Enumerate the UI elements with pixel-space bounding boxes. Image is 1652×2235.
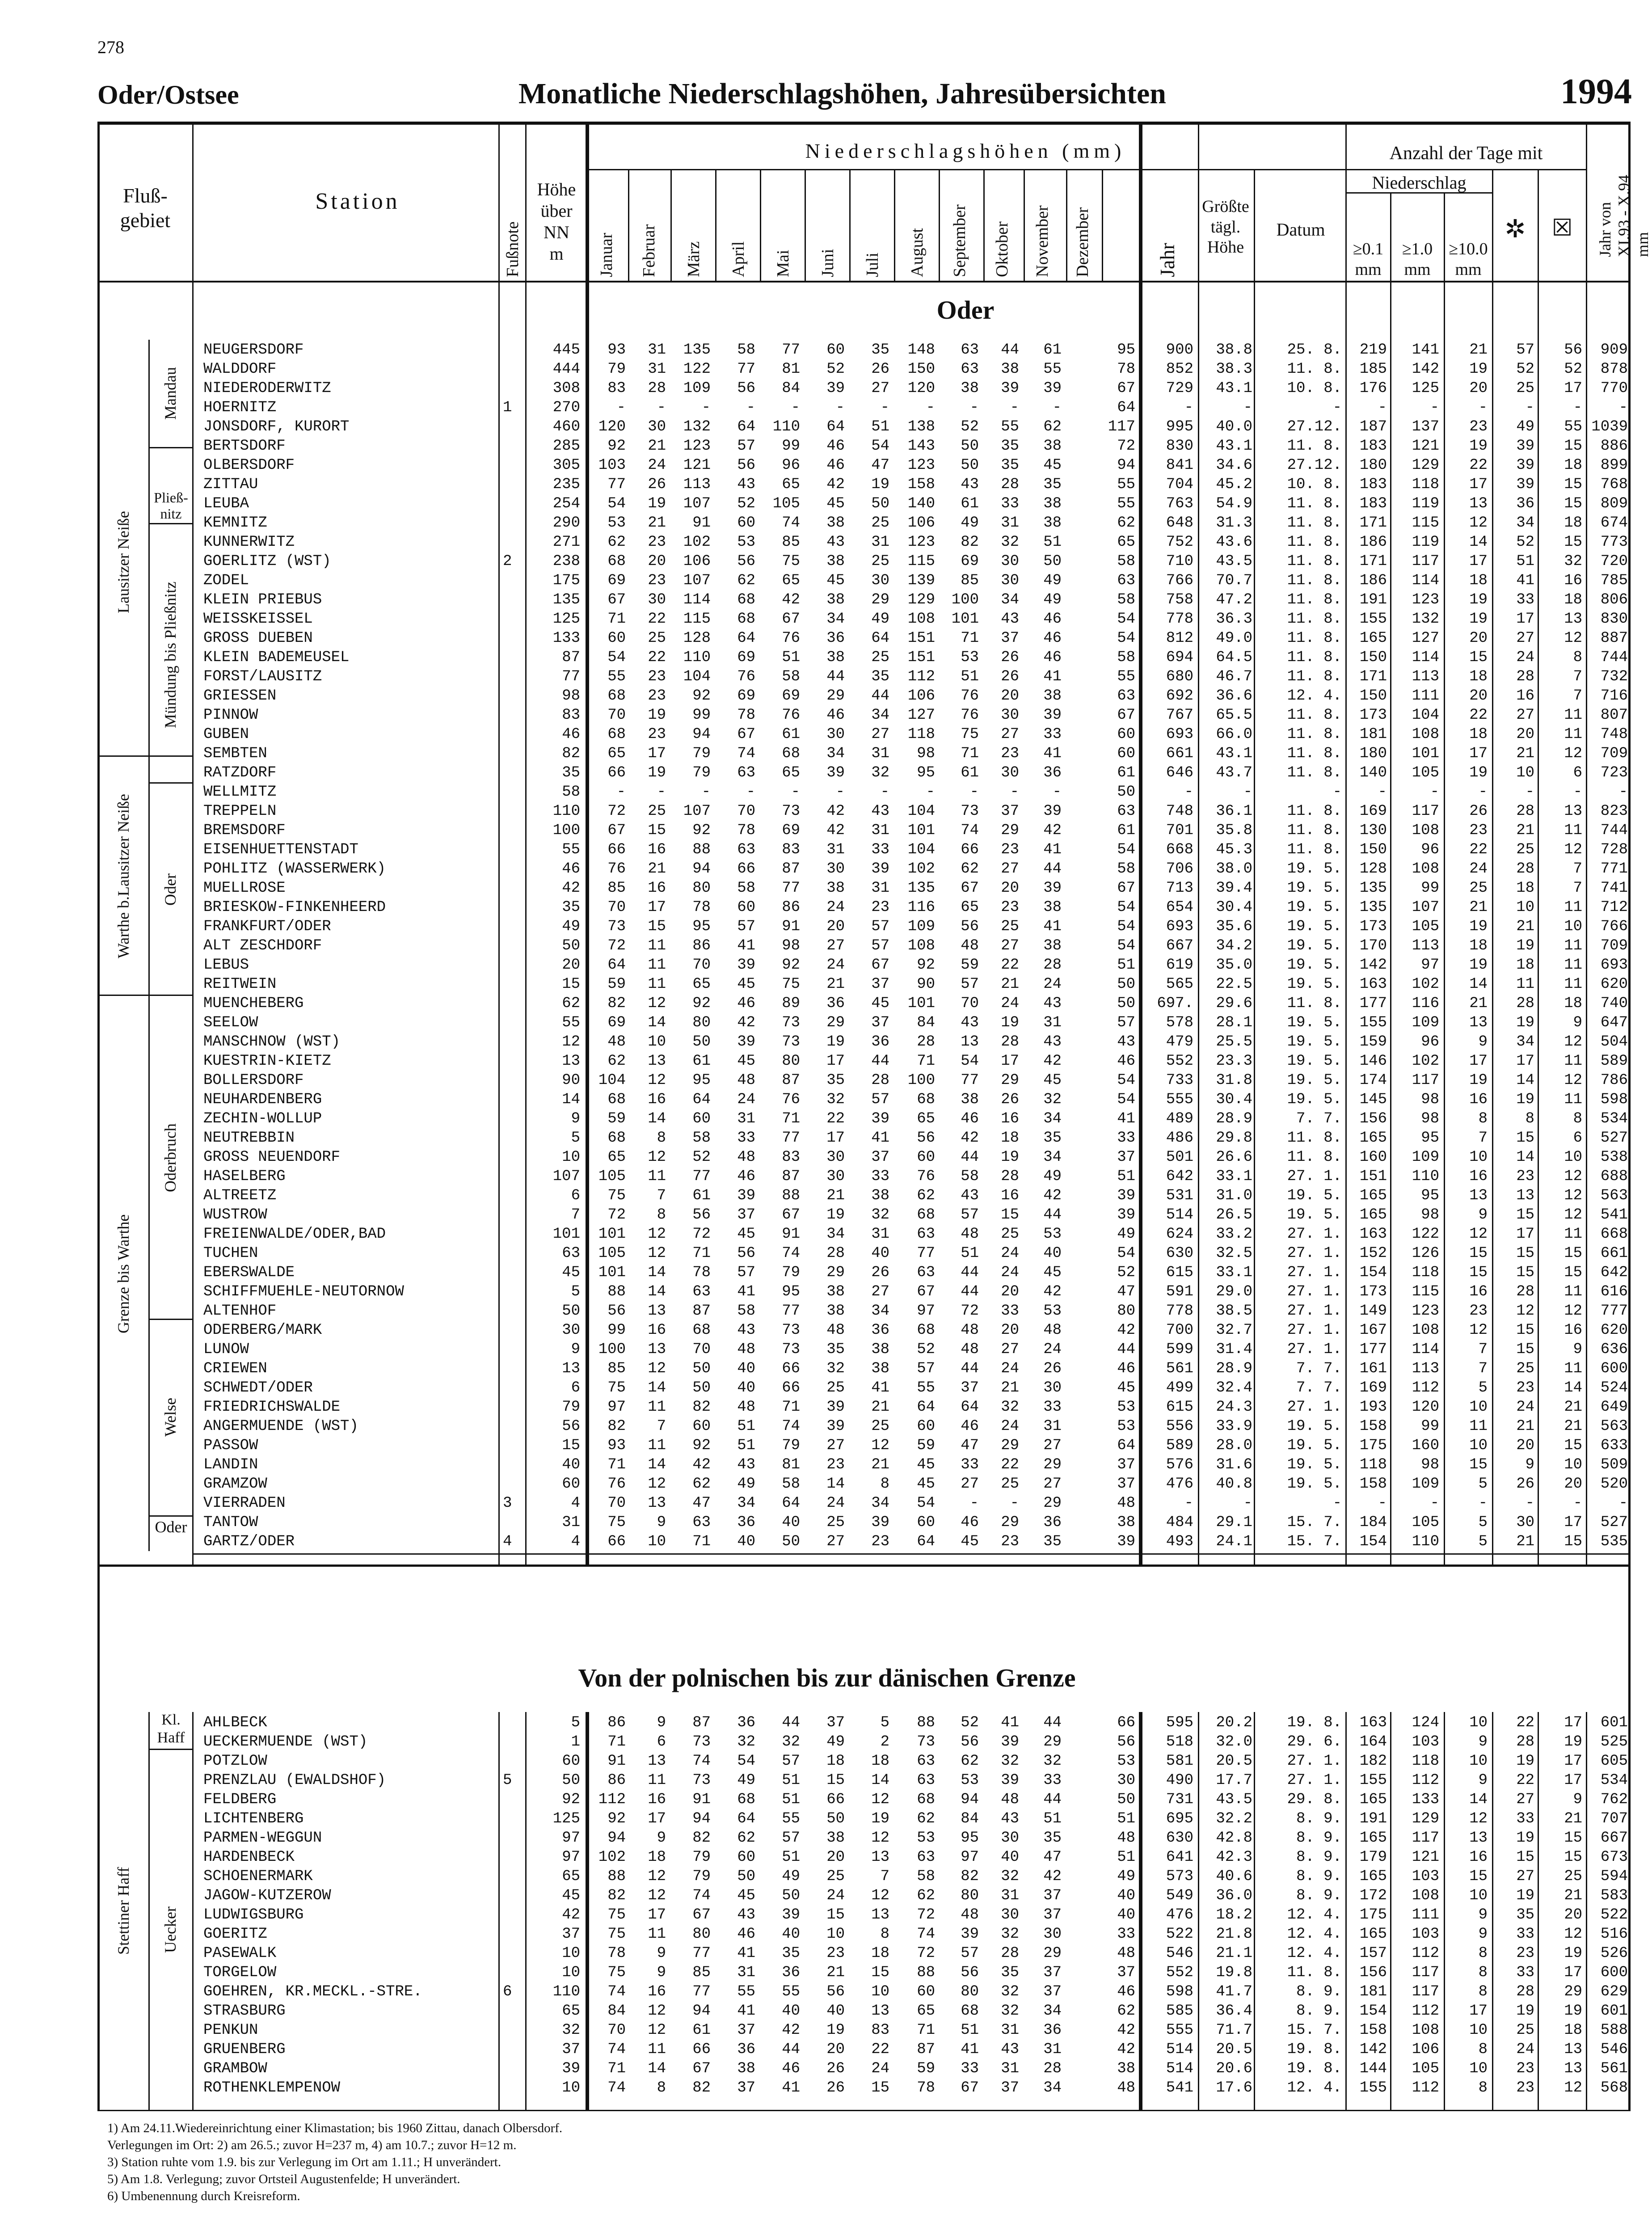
oder-col-jan: 93 79 83 - 120 92 103 77 54 53 62 68 69 67 71 60 54 55 68 70 68 65 66 - 72 67 66 76 85 70 73 72 64 59 82 69 48 62 104 68 59 68 65 105 75 72 101 105 101 88 56 99 100 85 75 97 82 93 71 76 70 75 66	[598, 342, 626, 1550]
rule-dec	[1139, 125, 1142, 1564]
ostsee-col-oct: 41 39 32 39 48 43 30 40 32 31 30 32 28 35 32 32 31 43 31 37	[1001, 1714, 1019, 2096]
rule-m10	[1024, 170, 1025, 282]
ostsee-col-year: 595 518 581 490 731 695 630 641 573 549 476 522 546 552 598 585 555 514 514 541	[1166, 1714, 1193, 2096]
ostsee-col-date: 19. 8. 29. 6. 27. 1. 27. 1. 29. 8. 8. 9. 8. 9. 8. 9. 8. 9. 8. 9. 12. 4. 12. 4. 12. 4. 11. 8. 8. 9. 8. 9. 15. 7. 19. 8. 19. 8. 12. 4.	[1287, 1714, 1342, 2096]
rule-snow	[1538, 170, 1539, 1564]
col-date: Datum	[1276, 219, 1325, 240]
oder-col-d10: 141 142 125 - 137 121 129 118 119 115 119 117 114 123 132 127 114 113 111 104 108 101 105 - 117 108 96 108 99 107 105 113 97 102 116 109 96 102 117 98 98 95 109 110 95 98 122 126 118 115 123 108 114 113 112 120 99 160 98 109 - 105 110	[1412, 342, 1439, 1550]
oder-col-apr: 58 77 56 - 64 57 56 43 52 60 53 56 62 68 68 64 69 76 69 78 67 74 63 - 70 78 63 66 58 60 57 41 39 45 46 42 39 45 48 24 31 33 48 46 39 37 45 56 57 41 58 43 48 40 40 48 51 51 43 49 34 36 40	[737, 342, 755, 1550]
header-bottom-rule	[97, 281, 1631, 283]
group-muendung: Mündung bis Pließnitz	[161, 582, 179, 729]
col-winter-year: Jahr von XI.93 - X.94 mm	[1596, 175, 1652, 257]
section-ostsee: Von der polnischen bis zur dänischen Grenze	[578, 1663, 1076, 1692]
col-year: Jahr	[1156, 243, 1179, 277]
rule-grp-7	[148, 1515, 192, 1517]
oder-col-max: 38.8 38.3 43.1 - 40.0 43.1 34.6 45.2 54.9 31.3 43.6 43.5 70.7 47.2 36.3 49.0 64.5 46.7 36.6 65.5 66.0 43.1 43.7 - 36.1 35.8 45.3 38.0 39.4 30.4 35.6 34.2 35.0 22.5 29.6 28.1 25.5 23.3 31.8 30.4 28.9 29.8 26.6 33.1 31.0 26.5 33.2 32.5 33.1 29.0 38.5 32.7 31.4 28.9 32.4 24.3 33.9 28.0 31.6 40.8 - 29.1 24.1	[1216, 342, 1252, 1550]
rule-m8	[939, 170, 940, 282]
rule-m3	[715, 170, 716, 282]
header-year: 1994	[1560, 72, 1632, 111]
snow-icon: ✲	[1504, 215, 1526, 243]
rule-m2	[670, 170, 672, 282]
section-oder: Oder	[936, 295, 995, 325]
col-max: Größte tägl. Höhe	[1202, 197, 1249, 257]
ostsee-col-mar: 87 73 74 73 91 94 82 79 79 74 67 80 77 85 77 94 61 66 67 82	[692, 1714, 711, 2096]
group-grenze-warthe: Grenze bis Warthe	[114, 1214, 132, 1334]
ostsee-col-aug: 88 73 63 63 68 62 53 63 58 62 72 74 72 88 60 65 71 87 59 78	[917, 1714, 935, 2096]
ostsee-col-height: 5 1 60 50 92 125 97 97 65 45 42 37 10 10 110 65 32 37 39 10	[552, 1714, 580, 2096]
rule-head-precip	[586, 169, 1345, 170]
rule-o-year	[1198, 1712, 1199, 2110]
col-dec: Dezember	[1073, 207, 1092, 277]
oder-col-snow: 57 52 25 - 49 39 39 39 36 34 52 51 41 33 17 27 24 28 16 27 20 21 10 - 28 21 25 28 18 10 21 19 18 11 28 19 34 17 14 19 8 15 14 23 13 15 17 15 15 28 12 15 15 25 23 24 21 20 9 26 - 30 21	[1516, 342, 1534, 1550]
group-pliessnitz: Pließ- nitz	[154, 489, 188, 522]
footnote-oder-4: 4	[503, 1533, 512, 1550]
group-welse: Welse	[161, 1397, 179, 1437]
rule-d01	[1390, 192, 1391, 1564]
ostsee-col-d10: 124 103 118 112 133 129 117 121 103 108 111 103 112 117 117 112 108 106 105 112	[1412, 1714, 1439, 2096]
rule-o-height	[586, 1712, 589, 2110]
oder-col-nov: 61 55 39 - 62 38 45 35 38 38 51 50 49 49 46 46 46 41 38 39 33 41 36 - 39 42 41 44 39 38 41 38 28 24 43 31 43 42 45 32 34 35 34 49 42 44 53 40 45 42 53 48 24 26 30 33 31 27 29 27 29 36 35	[1043, 342, 1062, 1550]
col-may: Mai	[774, 249, 792, 277]
rule-o-left	[192, 1712, 194, 2110]
rule-date	[1345, 125, 1347, 1564]
rule-o-footnote	[525, 1712, 527, 2110]
col-precip-group: Niederschlagshöhen (mm)	[805, 139, 1126, 162]
rule-m5	[805, 170, 806, 282]
rule-height	[586, 125, 589, 1564]
footnote-oder-1: 1	[503, 399, 512, 416]
rule-footnote	[525, 125, 527, 1564]
ostsee-col-jan: 86 71 91 86 112 92 94 102 88 82 75 75 78 75 74 84 70 74 71 74	[598, 1714, 626, 2096]
rule-grp-6	[148, 1319, 192, 1320]
oder-col-jul: 35 26 27 - 51 54 47 19 50 25 31 25 30 29 49 64 25 35 44 34 27 31 32 - 43 31 33 39 31 23 57 57 67 37 45 37 36 44 28 57 39 41 37 33 38 32 31 40 26 27 34 36 38 38 41 21 25 12 21 8 34 39 23	[871, 342, 889, 1550]
col-jun: Juni	[818, 249, 837, 277]
oder-col-d100: 21 19 20 - 23 19 22 17 13 12 14 17 18 19 19 20 15 18 20 22 18 17 19 - 26 23 22 24 25 21 19 18 19 14 21 13 9 17 19 16 8 7 10 16 13 9 12 15 15 16 23 12 7 7 5 10 11 10 15 5 - 5 5	[1469, 342, 1488, 1550]
rule-max	[1254, 170, 1255, 1564]
ostsee-col-may: 44 32 57 51 51 55 57 51 49 50 39 40 35 36 55 40 42 44 46 41	[782, 1714, 800, 2096]
footnote-oder-2: 2	[503, 553, 512, 570]
ostsee-col-winter: 601 525 605 534 762 707 667 673 594 583 522 516 526 600 629 601 588 546 561 568	[1600, 1714, 1628, 2096]
rule-o-snow	[1538, 1712, 1539, 2110]
rule-o-date	[1345, 1712, 1347, 2110]
rule-o-max	[1254, 1712, 1255, 2110]
rule-grp-a	[148, 340, 150, 1551]
rule-grp-5	[97, 995, 192, 996]
col-sep: September	[950, 204, 969, 277]
rule-o-d100	[1492, 1712, 1493, 2110]
rule-m9	[983, 170, 985, 282]
oder-col-dec: 95 78 67 64 117 72 94 55 55 62 65 58 63 58 54 54 58 55 63 67 60 60 61 50 63 61 54 58 67 54 54 54 51 50 50 57 43 46 54 54 41 33 37 51 39 39 49 54 52 47 80 42 44 46 45 53 53 64 37 37 48 38 39	[1108, 342, 1135, 1550]
group-mandau: Mandau	[161, 367, 179, 420]
oder-col-jun: 60 52 39 - 64 46 46 42 45 38 43 38 45 38 34 36 38 44 29 46 30 34 39 - 42 42 31 30 38 24 20 27 24 21 36 29 19 17 35 32 22 17 30 30 21 19 34 28 29 38 38 48 35 32 25 39 39 27 23 14 24 25 27	[826, 342, 845, 1550]
rule-grp-8	[148, 1749, 192, 1750]
footnotes: 1) Am 24.11.Wiedereinrichtung einer Klimastation; bis 1960 Zittau, danach Olbersdorf. Verlegungen im Ort: 2) am 26.5.; zuvor H=237 m, 4) am 10.7.; zuvor H=12 m. 3) Station ruhte vom 1.9. bis zur Verlegung im Ort am 1.11.; H unverändert. 5) Am 1.8. Verlegung; zuvor Ortsteil Augustenfelde; H unverändert. 6) Umbenennung durch Kreisreform.	[107, 2121, 563, 2203]
group-kl-haff: Kl. Haff	[157, 1712, 185, 1746]
oder-col-may: 77 81 84 - 110 99 96 65 105 74 85 75 65 42 67 76 51 58 69 76 61 68 65 - 73 69 83 87 77 86 91 98 92 75 89 73 73 80 87 76 71 77 83 87 88 67 91 74 79 95 77 73 73 66 66 71 74 79 81 58 64 40 50	[772, 342, 800, 1550]
rule-oder-end	[192, 1553, 1631, 1555]
station-list-ostsee: AHLBECK UECKERMUENDE (WST) POTZLOW PRENZLAU (EWALDSHOF) FELDBERG LICHTENBERG PARMEN-WEGGUN HARDENBECK SCHOENERMARK JAGOW-KUTZEROW LUDWIGSBURG GOERITZ PASEWALK TORGELOW GOEHREN, KR.MECKL.-STRE. STRASBURG PENKUN GRUENBERG GRAMBOW ROTHENKLEMPENOW	[203, 1714, 422, 2096]
oder-col-storm: 56 52 17 - 55 15 18 15 15 18 15 32 16 18 13 12 8 7 7 11 11 12 6 - 13 11 12 7 7 11 10 11 11 11 18 9 12 11 12 11 8 6 10 12 12 12 11 15 15 11 12 16 9 11 14 21 21 15 10 20 - 17 15	[1564, 342, 1582, 1550]
col-d01: ≥0.1 mm	[1353, 240, 1384, 279]
col-nov: November	[1033, 205, 1052, 277]
group-lausitzer-neisse: Lausitzer Neiße	[114, 511, 132, 613]
col-oct: Oktober	[993, 221, 1011, 277]
col-aug: August	[908, 228, 927, 277]
group-uecker: Uecker	[161, 1906, 179, 1953]
ostsee-col-feb: 9 6 13 11 16 17 9 18 12 12 17 11 9 9 16 12 12 11 14 8	[648, 1714, 666, 2096]
col-apr: April	[729, 241, 748, 277]
ostsee-col-nov: 44 29 32 33 44 51 35 47 42 37 37 30 29 37 37 34 36 31 28 34	[1043, 1714, 1062, 2096]
col-mar: März	[684, 241, 703, 277]
group-warthe: Warthe b.Lausitzer Neiße	[114, 794, 132, 958]
rule-m4	[760, 170, 761, 282]
rule-river	[192, 125, 194, 1564]
ostsee-col-dec: 66 56 53 30 50 51 48 51 49 40 40 33 48 37 46 62 42 42 38 48	[1117, 1714, 1135, 2096]
col-station: Station	[315, 189, 400, 214]
rule-o-storm	[1586, 1712, 1587, 2110]
footnote-ostsee-5: 5	[503, 1772, 512, 1789]
footnote-oder-3: 3	[503, 1495, 512, 1512]
oder-col-date: 25. 8. 11. 8. 10. 8. - 27.12. 11. 8. 27.12. 10. 8. 11. 8. 11. 8. 11. 8. 11. 8. 11. 8. 11. 8. 11. 8. 11. 8. 11. 8. 11. 8. 12. 4. 11. 8. 11. 8. 11. 8. 11. 8. - 11. 8. 11. 8. 11. 8. 19. 5. 19. 5. 19. 5. 19. 5. 19. 5. 19. 5. 19. 5. 11. 8. 19. 5. 19. 5. 19. 5. 19. 5. 19. 5. 7. 7. 11. 8. 11. 8. 27. 1. 19. 5. 19. 5. 27. 1. 27. 1. 27. 1. 27. 1. 27. 1. 27. 1. 27. 1. 7. 7. 7. 7. 27. 1. 19. 5. 19. 5. 19. 5. 19. 5. - 15. 7. 15. 7.	[1287, 342, 1342, 1550]
oder-col-oct: 44 38 39 - 55 35 35 28 33 31 32 30 30 34 43 37 26 26 20 30 27 23 30 - 37 29 23 27 20 23 25 27 22 21 24 19 28 17 29 26 16 18 19 28 16 15 25 24 24 20 33 20 27 24 21 32 24 29 22 25 - 29 23	[1001, 342, 1019, 1550]
oder-col-mar: 135 122 109 - 132 123 121 113 107 91 102 106 107 114 115 128 110 104 92 99 94 79 79 - 107 92 88 94 80 78 95 86 70 65 92 80 50 61 95 64 60 58 52 77 61 56 72 71 78 63 87 68 70 50 50 82 60 92 42 62 47 63 71	[683, 342, 711, 1550]
col-footnote: Fußnote	[503, 221, 522, 277]
storm-icon: ☒	[1551, 215, 1573, 241]
oder-col-year: 900 852 729 - 995 830 841 704 763 648 752 710 766 758 778 812 694 680 692 767 693 661 646 - 748 701 668 706 713 654 693 667 619 565 697. 578 479 552 733 555 489 486 501 642 531 514 624 630 615 591 778 700 599 561 499 615 556 589 576 476 - 484 493	[1157, 342, 1193, 1550]
oder-col-winter: 909 878 770 - 1039 886 899 768 809 674 773 720 785 806 830 887 744 732 716 807 748 709 723 - 823 744 728 771 741 712 766 709 693 620 740 647 504 589 786 598 534 527 538 688 563 541 668 661 642 616 777 620 636 600 524 649 563 633 509 520 - 527 535	[1591, 342, 1628, 1550]
rule-m1	[628, 170, 629, 282]
rule-m7	[894, 170, 895, 282]
group-oderbruch: Oderbruch	[161, 1123, 179, 1192]
rule-head-days	[1345, 169, 1586, 170]
station-list-oder: NEUGERSDORF WALDDORF NIEDERODERWITZ HOERNITZ JONSDORF, KURORT BERTSDORF OLBERSDORF ZITTAU LEUBA KEMNITZ KUNNERWITZ GOERLITZ (WST) ZODEL KLEIN PRIEBUS WEISSKEISSEL GROSS DUEBEN KLEIN BADEMEUSEL FORST/LAUSITZ GRIESSEN PINNOW GUBEN SEMBTEN RATZDORF WELLMITZ TREPPELN BREMSDORF EISENHUETTENSTADT POHLITZ (WASSERWERK) MUELLROSE BRIESKOW-FINKENHEERD FRANKFURT/ODER ALT ZESCHDORF LEBUS REITWEIN MUENCHEBERG SEELOW MANSCHNOW (WST) KUESTRIN-KIETZ BOLLERSDORF NEUHARDENBERG ZECHIN-WOLLUP NEUTREBBIN GROSS NEUENDORF HASELBERG ALTREETZ WUSTROW FREIENWALDE/ODER,BAD TUCHEN EBERSWALDE SCHIFFMUEHLE-NEUTORNOW ALTENHOF ODERBERG/MARK LUNOW CRIEWEN SCHWEDT/ODER FRIEDRICHSWALDE ANGERMUENDE (WST) PASSOW LANDIN GRAMZOW VIERRADEN TANTOW GARTZ/ODER	[203, 342, 404, 1550]
header-region: Oder/Ostsee	[97, 80, 239, 110]
rule-station	[498, 125, 500, 1564]
ostsee-col-d01: 163 164 182 155 165 191 165 179 165 172 175 165 157 156 181 154 158 142 144 155	[1359, 1714, 1387, 2096]
rule-o-d10	[1444, 1712, 1445, 2110]
rule-grp-4	[148, 782, 192, 784]
rule-o-frame-right	[1628, 1564, 1631, 2110]
rule-o-bottom	[97, 2110, 1631, 2111]
rule-o-dec	[1139, 1712, 1142, 2110]
rule-o-station	[498, 1712, 500, 2110]
rule-year	[1198, 125, 1199, 1564]
ostsee-col-max: 20.2 32.0 20.5 17.7 43.5 32.2 42.8 42.3 40.6 36.0 18.2 21.8 21.1 19.8 41.7 36.4 71.7 20.5 20.6 17.6	[1216, 1714, 1252, 2096]
ostsee-col-jul: 5 2 18 14 12 19 12 13 7 12 13 8 18 15 10 13 83 22 24 15	[871, 1714, 889, 2096]
oder-col-feb: 31 31 28 - 30 21 24 26 19 21 23 20 23 30 22 25 22 23 23 19 23 17 19 - 25 15 16 21 16 17 15 11 11 11 12 14 10 13 12 16 14 8 12 11 7 8 12 12 14 14 13 16 13 12 14 11 7 11 14 12 13 9 10	[648, 342, 666, 1550]
col-jan: Januar	[597, 232, 616, 277]
ostsee-col-jun: 37 49 18 15 66 50 38 20 25 24 15 10 23 21 56 40 19 20 26 26	[826, 1714, 845, 2096]
ostsee-col-storm: 17 19 17 17 9 21 15 15 25 21 20 12 19 17 29 19 18 13 13 12	[1564, 1714, 1582, 2096]
rule-m12	[1102, 170, 1103, 282]
oder-col-sep: 63 63 38 - 52 50 50 43 61 49 82 69 85 100 101 71 53 51 76 76 75 71 61 - 73 74 66 62 67 65 56 48 59 57 70 43 13 54 77 38 46 42 44 58 43 57 48 51 44 44 72 48 48 44 37 64 46 47 33 27 - 46 45	[951, 342, 979, 1550]
col-days-group: Anzahl der Tage mit	[1389, 143, 1543, 164]
page-number: 278	[97, 37, 124, 57]
ostsee-col-snow: 22 28 19 22 27 33 19 15 27 19 35 33 23 33 28 19 25 24 23 23	[1516, 1714, 1534, 2096]
rule-grp-b	[148, 1712, 150, 2110]
rule-o-frame-left	[97, 1564, 100, 2110]
rule-storm	[1586, 125, 1587, 1564]
rule-grp-2	[148, 523, 192, 524]
rule-m11	[1066, 170, 1067, 282]
col-river: Fluß- gebiet	[120, 184, 171, 232]
ostsee-col-d100: 10 9 10 9 14 12 13 16 15 10 9 9 8 8 8 17 10 8 10 8	[1469, 1714, 1488, 2096]
ostsee-col-sep: 52 56 62 53 94 84 95 97 82 80 48 39 57 56 80 68 51 41 33 67	[961, 1714, 979, 2096]
col-d10: ≥1.0 mm	[1402, 240, 1433, 279]
oder-col-aug: 148 150 120 - 138 143 123 158 140 106 123 115 139 129 108 151 151 112 106 127 118 98 95 - 104 101 104 102 135 116 109 108 92 90 101 84 28 71 100 68 65 56 60 76 62 68 63 77 63 67 97 68 52 57 55 64 60 59 45 45 54 60 64	[907, 342, 935, 1550]
rule-d100	[1492, 170, 1493, 1564]
group-oder-2: Oder	[155, 1518, 187, 1536]
col-feb: Februar	[640, 224, 658, 277]
rule-o-d01	[1390, 1712, 1391, 2110]
rule-grp-3	[97, 755, 192, 757]
table-bottom-rule	[97, 1564, 1631, 1567]
rule-d10	[1444, 192, 1445, 1564]
col-d100: ≥10.0 mm	[1449, 240, 1488, 279]
group-oder-1: Oder	[161, 873, 179, 906]
group-stettiner-haff: Stettiner Haff	[114, 1867, 132, 1955]
rule-m6	[849, 170, 851, 282]
ostsee-col-apr: 36 32 54 49 68 64 62 60 50 45 43 46 41 31 55 41 37 36 38 37	[737, 1714, 755, 2096]
col-jul: Juli	[863, 253, 882, 277]
rule-grp-1	[148, 447, 192, 448]
footnote-ostsee-6: 6	[503, 1983, 512, 2000]
oder-col-height: 445 444 308 270 460 285 305 235 254 290 271 238 175 135 125 133 87 77 98 83 46 82 35 58 110 100 55 46 42 35 49 50 20 15 62 55 12 13 90 14 9 5 10 107 6 7 101 63 45 5 50 30 9 13 6 79 56 15 40 60 4 31 4	[552, 342, 580, 1550]
page-title: Monatliche Niederschlagshöhen, Jahresübersichten	[518, 77, 1166, 110]
col-ns-group: Niederschlag	[1372, 173, 1467, 193]
col-height: Höhe über NN m	[537, 179, 576, 264]
oder-col-d01: 219 185 176 - 187 183 180 183 183 171 186 171 186 191 155 165 150 171 150 173 181 180 140 - 169 130 150 128 135 135 173 170 142 163 177 155 159 146 174 145 156 165 160 151 165 165 163 152 154 173 149 167 177 161 169 193 158 175 118 158 - 184 154	[1359, 342, 1387, 1550]
